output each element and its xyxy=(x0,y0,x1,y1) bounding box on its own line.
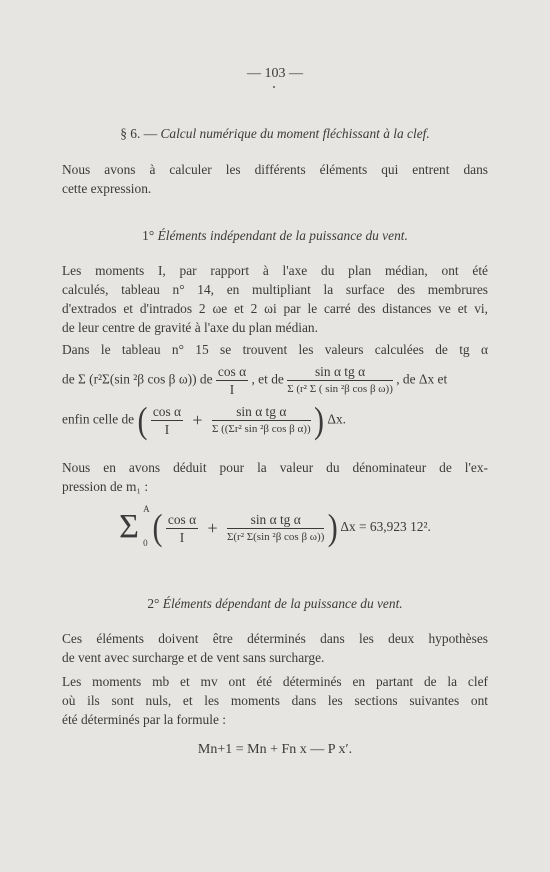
equation-text: enfin celle de xyxy=(62,411,135,427)
summation-equation xyxy=(62,506,488,550)
text-line: Les moments I, par rapport à l'axe du plan médian, ont été xyxy=(62,263,488,278)
open-paren: ( xyxy=(152,506,163,548)
recurrence-formula: Mn+1 = Mn + Fn x — P x′. xyxy=(197,742,353,757)
plus-sign: + xyxy=(207,517,218,538)
paragraph-tableau-15 xyxy=(62,340,488,359)
text-line: pression de m₁ : xyxy=(62,479,149,494)
denominator: I xyxy=(179,529,185,545)
numerator: cos α xyxy=(167,511,197,527)
paragraph-moments-mb xyxy=(62,672,488,729)
sigma-symbol: Σ xyxy=(119,508,139,545)
subsection-heading-2 xyxy=(62,594,488,613)
equation-line-1 xyxy=(62,364,488,397)
denominator: Σ(r² Σ(sin ²β cos β ω)) xyxy=(226,530,325,543)
text-line: d'extrados et d'intrados 2 ωe et 2 ωi par le carré des distances ve et vi, xyxy=(62,301,488,316)
equation-text: , et de xyxy=(251,371,284,387)
denominator: I xyxy=(229,382,235,397)
numerator: cos α xyxy=(152,404,182,419)
paragraph-hypotheses xyxy=(62,629,488,667)
fraction-sin-tg xyxy=(227,512,324,545)
text-line: cette expression. xyxy=(62,181,152,196)
section-number: § 6. — xyxy=(120,126,158,141)
result-text: Δx = 63,923 12². xyxy=(340,519,431,535)
section-heading xyxy=(62,124,488,143)
subsection-heading-1 xyxy=(62,226,488,245)
fraction-cos-over-i xyxy=(216,364,248,397)
subsection-number: 2° xyxy=(147,596,160,611)
plus-sign: + xyxy=(192,410,203,430)
text-line: été déterminés par la formule : xyxy=(62,712,226,727)
text-line: calculés, tableau n° 14, en multipliant la surface des membrures xyxy=(62,282,488,297)
fraction-sin-tg xyxy=(212,404,311,437)
subsection-number: 1° xyxy=(142,228,155,243)
denominator: Σ (r² Σ ( sin ²β cos β ω)) xyxy=(287,383,393,395)
equation-text: de Σ (r²Σ(sin ²β cos β ω)) de xyxy=(62,371,213,387)
subsection-title: Éléments dépendant de la puissance du vent. xyxy=(162,596,403,611)
denominator: Σ ((Σr² sin ²β cos β α)) xyxy=(211,423,311,435)
numerator: sin α tg α xyxy=(287,364,393,381)
ink-speck xyxy=(273,86,275,88)
numerator: cos α xyxy=(217,364,247,379)
equation-line-2 xyxy=(62,399,488,441)
text-line: Nous avons à calculer les différents éléments qui entrent dans xyxy=(62,162,488,177)
text-line: Dans le tableau n° 15 se trouvent les valeurs calculées de tg α xyxy=(62,342,488,357)
text-line: où ils sont nuls, et les moments dans les sections suivantes ont xyxy=(62,693,488,708)
paragraph-denominator xyxy=(62,458,488,496)
open-paren: ( xyxy=(137,399,148,441)
fraction-cos-over-i xyxy=(151,404,183,437)
numerator: sin α tg α xyxy=(227,512,324,529)
equation-text: Δx. xyxy=(327,411,346,427)
intro-paragraph xyxy=(62,160,488,198)
paragraph-moments-i xyxy=(62,261,488,337)
lower-limit: 0 xyxy=(143,538,148,548)
close-paren: ) xyxy=(327,506,338,548)
subsection-title: Éléments indépendant de la puissance du vent. xyxy=(157,228,408,243)
fraction-cos-over-i xyxy=(166,512,198,545)
text-line: Ces éléments doivent être déterminés dans les deux hypothèses xyxy=(62,631,488,646)
upper-limit: A xyxy=(143,504,150,514)
fraction-sin-tg xyxy=(287,364,393,397)
summation xyxy=(119,506,149,550)
text-line: de leur centre de gravité à l'axe du plan médian. xyxy=(62,320,318,335)
section-title: Calcul numérique du moment fléchissant à la clef. xyxy=(160,126,430,141)
text-line: Nous en avons déduit pour la valeur du dénominateur de l'ex- xyxy=(62,460,488,475)
page-number: — 103 — xyxy=(247,66,303,81)
close-paren: ) xyxy=(313,399,324,441)
text-line: Les moments mb et mv ont été déterminés en partant de la clef xyxy=(62,674,488,689)
text-line: de vent avec surcharge et de vent sans surcharge. xyxy=(62,650,325,665)
numerator: sin α tg α xyxy=(212,404,311,421)
denominator: I xyxy=(164,422,170,437)
equation-text: , de Δx et xyxy=(396,371,448,387)
